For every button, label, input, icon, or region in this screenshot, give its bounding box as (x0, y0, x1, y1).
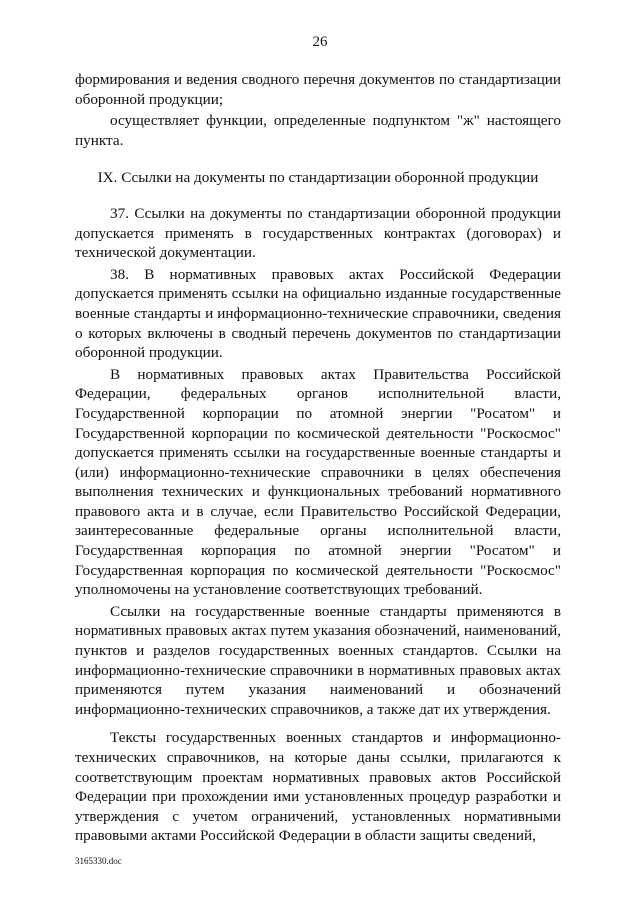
footer-file-code: 3165330.doc (75, 856, 122, 866)
section-heading: IX. Ссылки на документы по стандартизации оборонной продукции (97, 169, 539, 187)
paragraph-function: осуществляет функции, определенные подпунктом "ж" настоящего пункта. (75, 112, 561, 149)
paragraph-continuation: формирования и ведения сводного перечня документов по стандартизации оборонной продукции; (75, 71, 561, 108)
page-number: 26 (312, 34, 328, 50)
paragraph-37: 37. Ссылки на документы по стандартизации оборонной продукции допускается применять в государственных контрактах (договорах) и технической документации. (75, 204, 561, 262)
paragraph-texts-attached: Тексты государственных военных стандартов и информационно-технических справочников, на которые даны ссылки, прилагаются к соответствующим проектам нормативных правовых актов Российской Федерации при прохождении ими установленных процедур разработки и утверждения с учетом ограничений, установленных нормативными правовыми актами Российской Федерации в области защиты сведений, (75, 729, 561, 845)
paragraph-38: 38. В нормативных правовых актах Российской Федерации допускается применять ссылки на официально изданные государственные военные стандарты и информационно-технические справочники, сведения о которых включены в сводный перечень документов по стандартизации оборонной продукции. (75, 265, 561, 362)
paragraph-government-acts: В нормативных правовых актах Правительства Российской Федерации, федеральных органов исполнительной власти, Государственной корпорации по атомной энергии "Росатом" и Государственной корпорации по космической деятельности "Роскосмос" допускается применять ссылки на государственные военные стандарты и (или) информационно-технические справочники в целях обеспечения выполнения технических и функциональных требований нормативного правового акта и в случае, если Правительство Российской Федерации, заинтересованные федеральные органы исполнительной власти, Государственная корпорация по атомной энергии "Росатом" и Государственная корпорация по космической деятельности "Роскосмос" уполномочены на установление соответствующих требований. (75, 365, 561, 599)
paragraph-references-method: Ссылки на государственные военные стандарты применяются в нормативных правовых актах путем указания обозначений, наименований, пунктов и разделов государственных военных стандартов. Ссылки на информационно-технические справочники в нормативных правовых актах применяются путем указания наименований и обозначений информационно-технических справочников, а также дат их утверждения. (75, 602, 561, 718)
document-body (75, 70, 561, 846)
